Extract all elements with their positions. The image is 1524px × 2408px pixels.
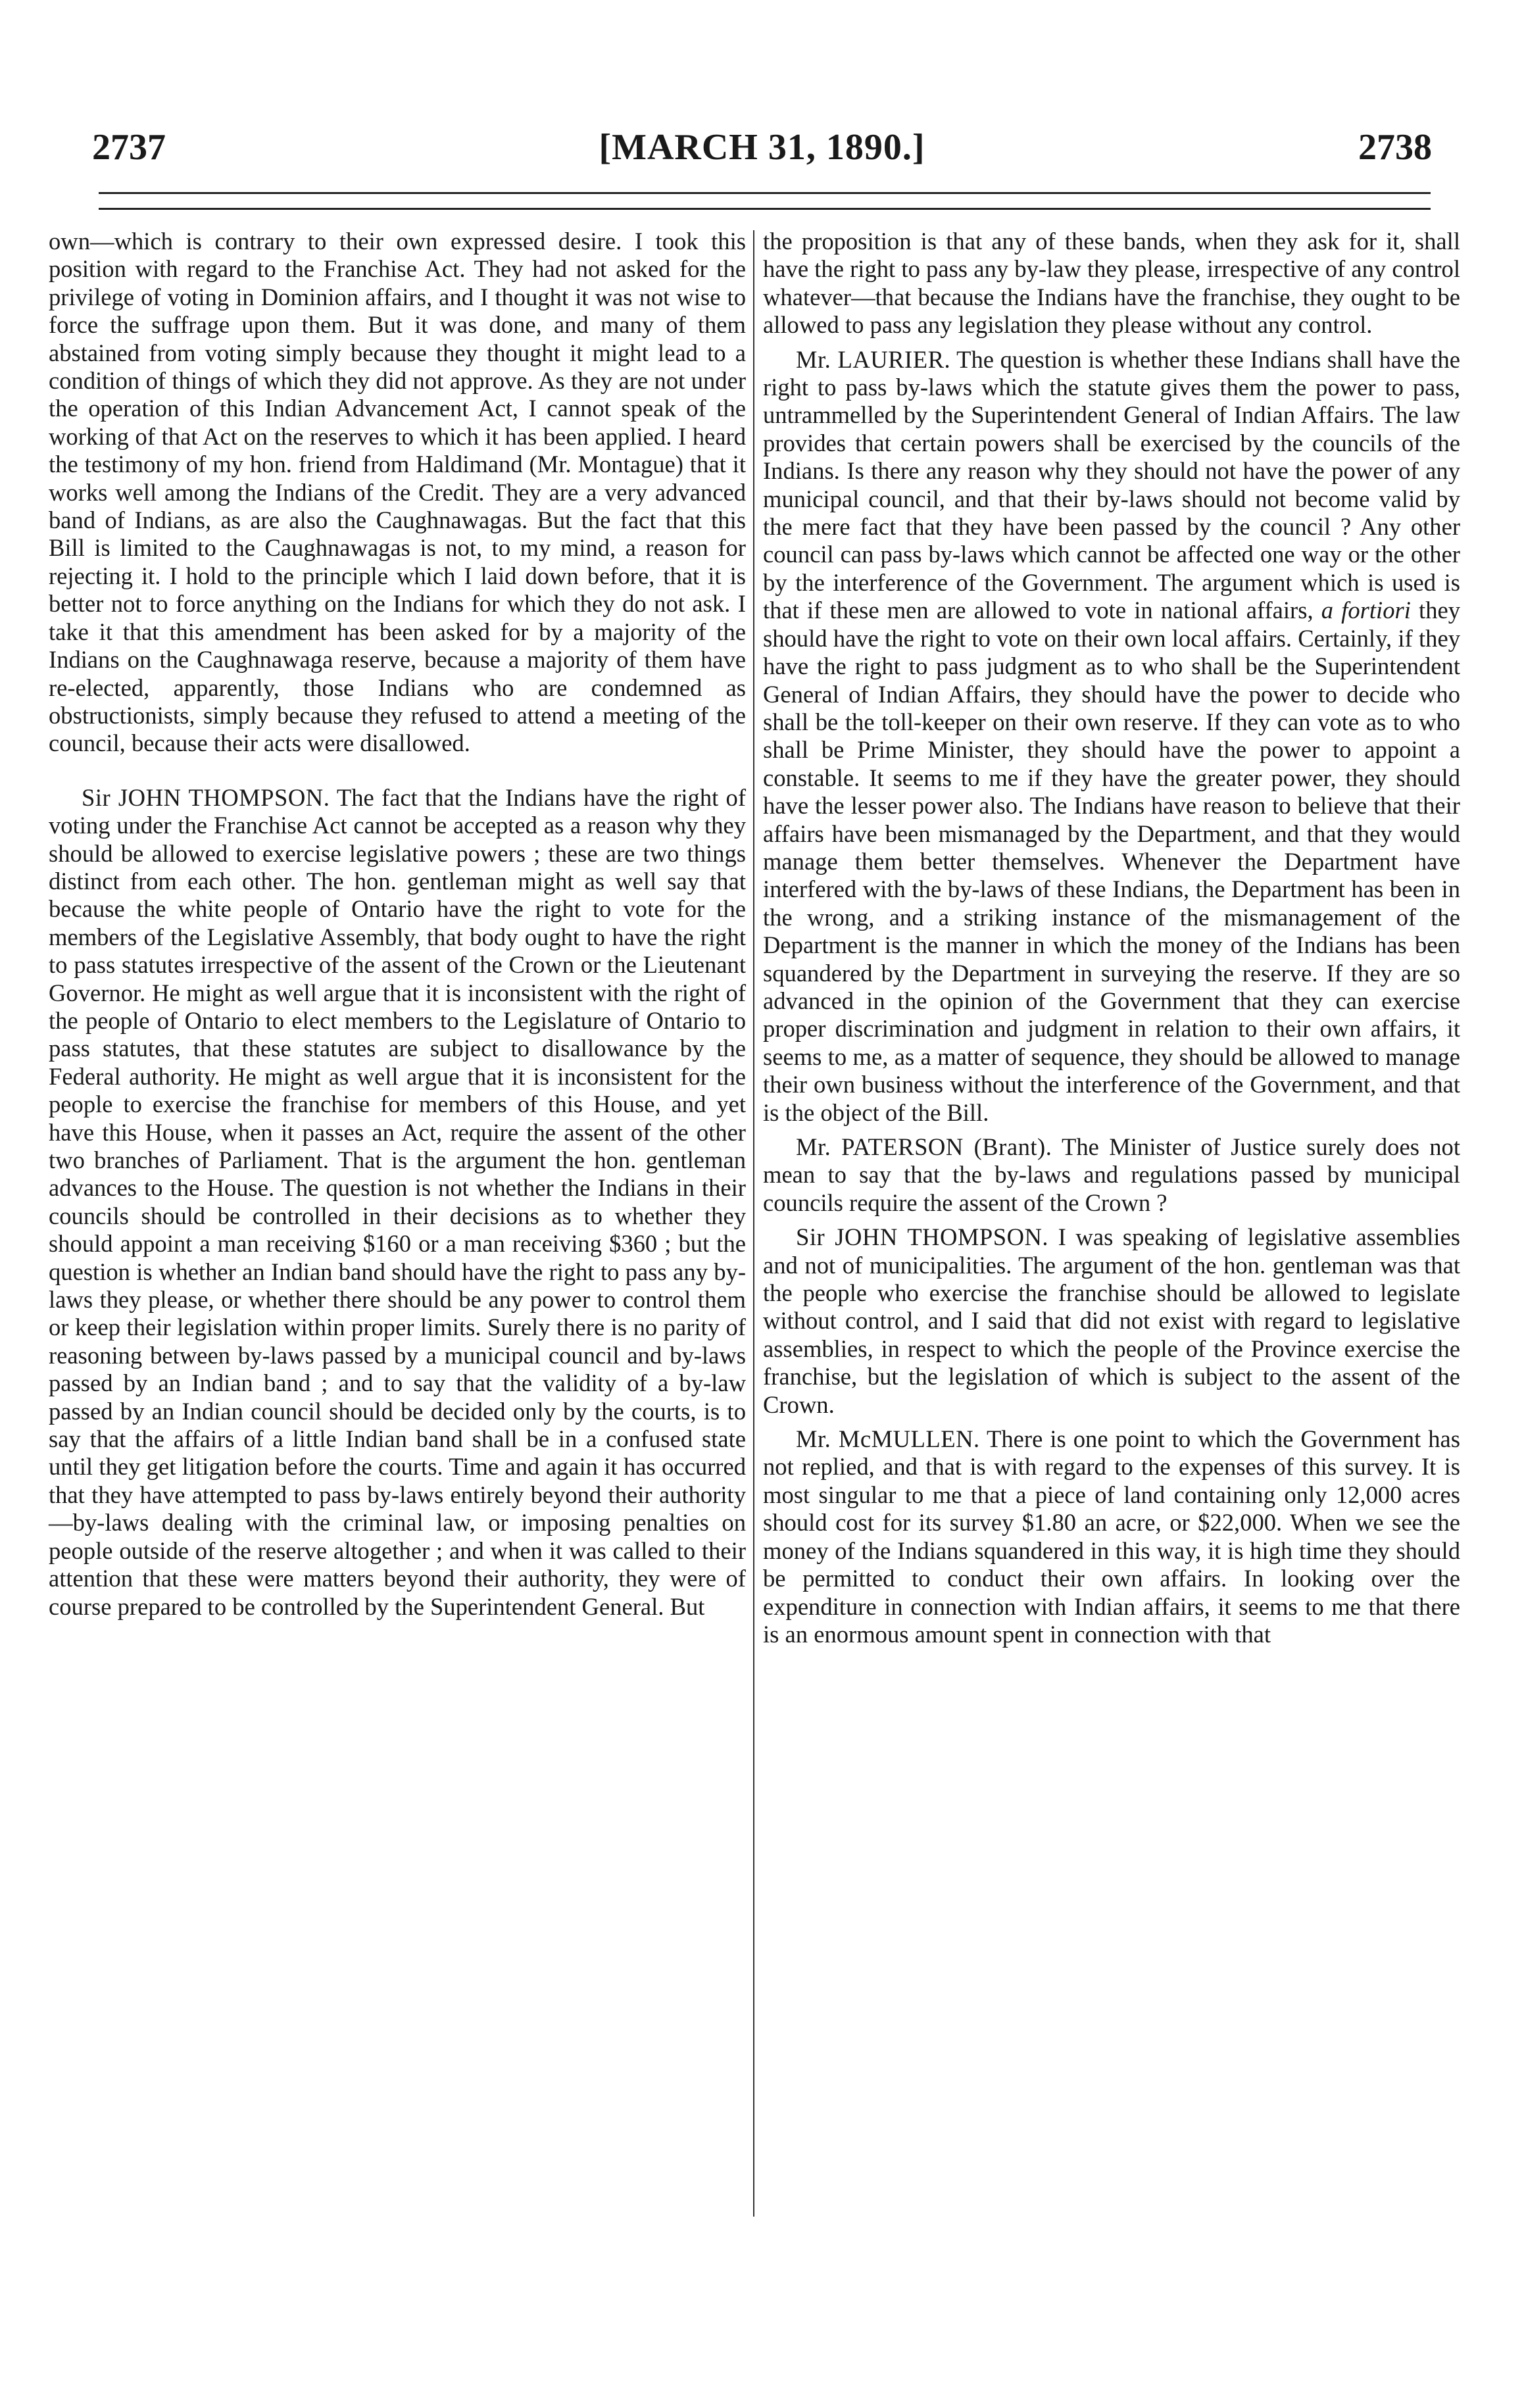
paragraph-text: they should have the right to vote on their own local affairs. Certainly, if they have the right to pass judgment as to who shall be the Superintendent General of Indian Affairs, they should have the power to decide who shall be the toll-keeper on their own reserve. If they can vote as to who shall be Prime Minister, they should have the power to appoint a constable. It seems to me if they have the greater power, they should have the lesser power also. The Indians have reason to believe that their affairs have been mismanaged by the Department, and that they would manage them better themselves. Whenever the Department have interfered with the by-laws of these Indians, the Department has been in the wrong, and a striking instance of the mismanagement of the Department is the manner in which the money of the Indians has been squandered by the Department in surveying the reserve. If they are so advanced in the opinion of the Government that they can exercise proper discrimination and judgment in relation to their own affairs, it seems to me, as a matter of sequence, they should be allowed to manage their own business without the interference of the Government, and that is the object of the Bill. [763,597,1461,1126]
paragraph-text: The question is whether these Indians shall have the right to pass by-laws which the statute gives them the power to pass, untrammelled by the Superintendent General of Indian Affairs. The law provides that certain powers shall be exercised by the councils of the Indians. Is there any reason why they should not have the power of any municipal council, and that their by-laws should not become valid by the mere fact that they have been passed by the council ? Any other council can pass by-laws which cannot be affected one way or the other by the interference of the Government. The argument which is used is that if these men are allowed to vote in national affairs, [763,345,1460,624]
paragraph [763,1223,1460,1419]
paragraph [763,1425,1460,1648]
page-header [92,126,1432,172]
speaker-name: Mr. PATERSON (Brant). [796,1133,1052,1160]
paragraph [49,784,746,1621]
paragraph-text: The Minister of Justice surely does not mean to say that the by-laws and regulations passed by municipal councils require the assent of the Crown ? [763,1133,1461,1216]
paragraph-text: I was speaking of legislative assemblies and not of municipalities. The argument of the hon. gentleman was that the people who exercise the franchise should be allowed to legislate without control, and I said that did not exist with regard to legislative assemblies, in respect to which the people of the Province exercise the franchise, but the legislation of which is subject to the assent of the Crown. [763,1223,1460,1418]
page-number-left: 2737 [92,127,166,168]
speaker-name: Sir JOHN THOMPSON. [796,1223,1049,1251]
header-rule-top [99,192,1431,194]
speaker-name: Mr. McMULLEN. [796,1425,980,1453]
paragraph: own—which is contrary to their own expressed desire. I took this position with regard to the Franchise Act. They had not asked for the privilege of voting in Dominion affairs, and I thought it was not wise to force the suffrage upon them. But it was done, and many of them abstained from voting simply because they thought it might lead to a condition of things of which they did not approve. As they are not under the operation of this Indian Advancement Act, I cannot speak of the working of that Act on the reserves to which it has been applied. I heard the testimony of my hon. friend from Haldimand (Mr. Montague) that it works well among the Indians of the Credit. They are a very advanced band of Indians, as are also the Caughnawagas. But the fact that this Bill is limited to the Caughnawagas is not, to my mind, a reason for rejecting it. I hold to the principle which I laid down before, that it is better not to force anything on the Indians for which they do not ask. I take it that this amendment has been asked for by a majority of the Indians on the Caughnawaga reserve, because a majority of them have re-elected, apparently, those Indians who are condemned as obstructionists, simply because they refused to attend a meeting of the council, because their acts were disallowed. [49,228,746,757]
paragraph: the proposition is that any of these bands, when they ask for it, shall have the right to pass any by-law they please, irrespective of any control whatever—that because the Indians have the franchise, they ought to be allowed to pass any legislation they please without any control. [763,228,1460,339]
left-column [49,228,746,1621]
paragraph-text: There is one point to which the Government has not replied, and that is with regard to the expenses of this survey. It is most singular to me that a piece of land containing only 12,000 acres should cost for its survey $1.80 an acre, or $22,000. When we see the money of the Indians squandered in this way, it is high time they should be permitted to conduct their own affairs. In looking over the expenditure in connection with Indian affairs, it seems to me that there is an enormous amount spent in connection with that [763,1425,1461,1648]
italic-phrase: a fortiori [1321,597,1411,624]
header-date: [MARCH 31, 1890.] [599,127,925,168]
paragraph [763,1133,1460,1217]
header-rule-bottom [99,208,1431,210]
column-divider [753,230,754,2217]
paragraph-text: The fact that the Indians have the right of voting under the Franchise Act cannot be accepted as a reason why they should be allowed to exercise legislative powers ; these are two things distinct from each other. The hon. gentleman might as well say that because the white people of Ontario have the right to vote for the members of the Legislative Assembly, that body ought to have the right to pass statutes irrespective of the assent of the Crown or the Lieutenant Governor. He might as well argue that it is inconsistent with the right of the people of Ontario to elect members to the Legislature of Ontario to pass statutes, that these statutes are subject to disallowance by the Federal authority. He might as well argue that it is inconsistent for the people to exercise the franchise for members of this House, and yet have this House, when it passes an Act, require the assent of the other two branches of Parliament. That is the argument the hon. gentleman advances to the House. The question is not whether the Indians in their councils should be controlled in their decisions as to whether they should appoint a man receiving $160 or a man receiving $360 ; but the question is whether an Indian band should have the right to pass any by-laws they please, or whether there should be any power to control them or keep their legislation within proper limits. Surely there is no parity of reasoning between by-laws passed by a municipal council and by-laws passed by an Indian band ; and to say that the validity of a by-law passed by an Indian council should be decided only by the courts, is to say that the affairs of a little Indian band shall be in a confused state until they get litigation before the courts. Time and again it has occurred that they have attempted to pass by-laws entirely beyond their authority—by-laws dealing with the criminal law, or imposing penalties on people outside of the reserve altogether ; and when it was called to their attention that these were matters beyond their authority, they were of course prepared to be controlled by the Superintendent General. But [49,783,747,1620]
paragraph [763,346,1460,1127]
speaker-name: Mr. LAURIER. [796,345,951,373]
speaker-name: Sir JOHN THOMPSON. [82,783,330,811]
right-column [763,228,1460,1648]
page-number-right: 2738 [1358,127,1432,168]
